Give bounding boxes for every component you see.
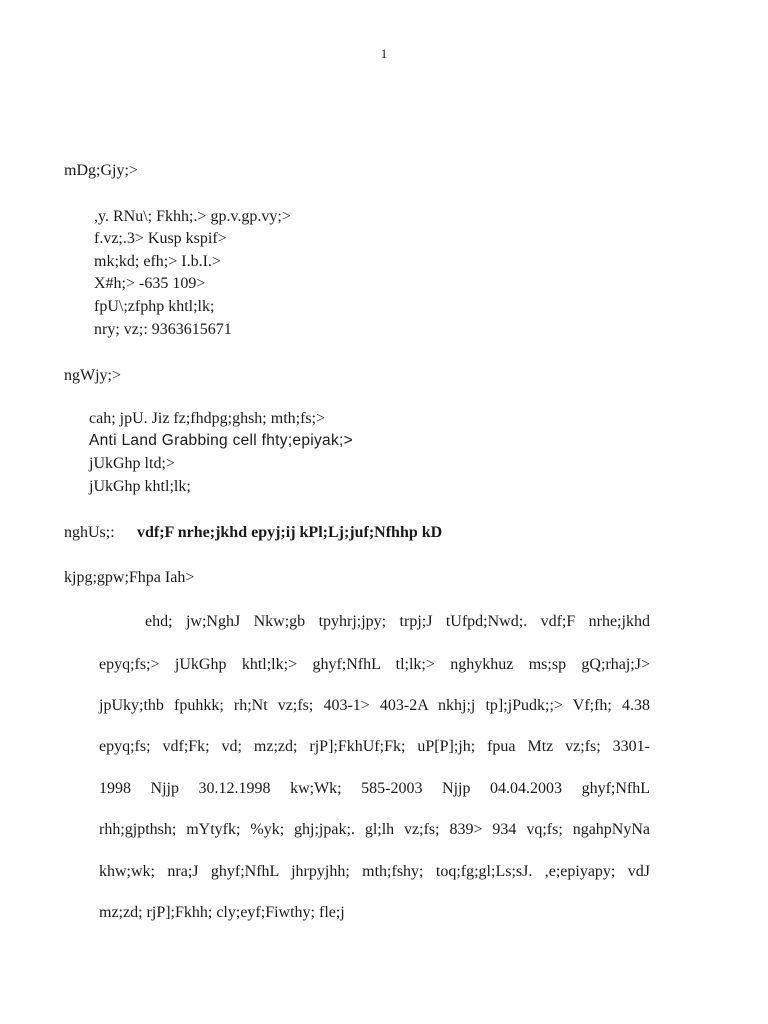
from-line-phone: nry; vz;: 9363615671	[94, 321, 232, 338]
body-line: jpUky;thb fpuhkk; rh;Nt vz;fs; 403-1> 403-2A nkhj;j tp];jPudk;;> Vf;fh; 4.38	[99, 697, 650, 714]
body-line: khw;wk; nra;J ghyf;NfhL jhrpyjhh; mth;fshy; toq;fg;gl;Ls;sJ. ,e;epiyapy; vdJ	[99, 863, 650, 880]
to-heading: ngWjy;>	[64, 367, 122, 384]
to-line-town: jUkGhp ltd;>	[89, 455, 175, 472]
from-line-pin: X#h;> -635 109>	[94, 275, 206, 292]
body-line: epyq;fs; vdf;Fk; vd; mz;zd; rjP];FkhUf;Fk; uP[P];jh; fpua Mtz vz;fs; 3301-	[99, 738, 650, 755]
from-line-district: fpU\;zfphp khtl;lk;	[94, 298, 215, 315]
subject-label: nghUs;:	[64, 524, 115, 541]
body-line: mz;zd; rjP];Fkhh; cly;eyf;Fiwthy; fle;j	[99, 904, 345, 921]
salutation: kjpg;gpw;Fhpa Iah>	[64, 569, 195, 586]
from-line-name: ,y. RNu\; Fkhh;.> gp.v.gp.vy;>	[94, 208, 291, 225]
body-line: epyq;fs;> jUkGhp khtl;lk;> ghyf;NfhL tl;lk;> nghykhuz ms;sp gQ;rhaj;J>	[99, 656, 650, 673]
body-line: ehd; jw;NghJ Nkw;gb tpyhrj;jpy; trpj;J tUfpd;Nwd;. vdf;F nrhe;jkhd	[145, 613, 650, 630]
from-line-door: f.vz;.3> Kusp kspif>	[94, 230, 227, 247]
from-line-post: mk;kd; efh;> I.b.I.>	[94, 253, 221, 270]
to-line-cell: Anti Land Grabbing cell fhty;epiyak;>	[89, 432, 353, 449]
to-line-district: jUkGhp khtl;lk;	[89, 478, 191, 495]
body-line: 1998 Njjp 30.12.1998 kw;Wk; 585-2003 Njjp 04.04.2003 ghyf;NfhL	[99, 780, 650, 797]
to-line-officer: cah; jpU. Jiz fz;fhdpg;ghsh; mth;fs;>	[89, 410, 326, 427]
subject-text: vdf;F nrhe;jkhd epyj;ij kPl;Lj;juf;Nfhhp kD	[137, 524, 443, 541]
from-heading: mDg;Gjy;>	[64, 162, 138, 179]
page-number: 1	[380, 46, 388, 61]
body-line: rhh;gjpthsh; mYtyfk; %yk; ghj;jpak;. gl;lh vz;fs; 839> 934 vq;fs; ngahpNyNa	[99, 821, 650, 838]
